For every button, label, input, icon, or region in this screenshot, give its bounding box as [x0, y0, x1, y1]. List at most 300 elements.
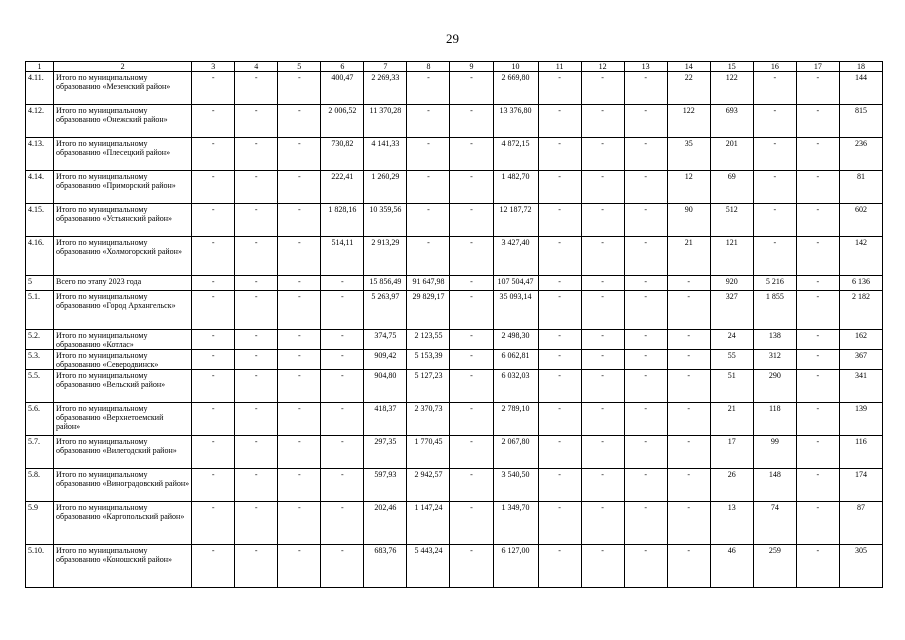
- cell-value: -: [192, 72, 235, 105]
- cell-value: -: [624, 436, 667, 469]
- cell-value: 22: [667, 72, 710, 105]
- column-header: 16: [753, 62, 796, 72]
- cell-value: 1 855: [753, 291, 796, 330]
- cell-value: 46: [710, 545, 753, 588]
- cell-value: 6 032,03: [493, 370, 538, 403]
- cell-value: 5 443,24: [407, 545, 450, 588]
- cell-value: 10 359,56: [364, 204, 407, 237]
- cell-value: -: [450, 350, 493, 370]
- cell-value: -: [235, 138, 278, 171]
- row-name: Итого по муниципальному образованию «Вельский район»: [54, 370, 192, 403]
- cell-value: -: [753, 171, 796, 204]
- row-code: 5.8.: [26, 469, 54, 502]
- cell-value: 118: [753, 403, 796, 436]
- column-header: 11: [538, 62, 581, 72]
- cell-value: -: [667, 350, 710, 370]
- row-code: 4.16.: [26, 237, 54, 276]
- cell-value: -: [321, 502, 364, 545]
- cell-value: 222,41: [321, 171, 364, 204]
- cell-value: 201: [710, 138, 753, 171]
- column-header: 2: [54, 62, 192, 72]
- cell-value: 144: [839, 72, 882, 105]
- cell-value: -: [235, 330, 278, 350]
- cell-value: -: [538, 469, 581, 502]
- cell-value: -: [235, 545, 278, 588]
- cell-value: 6 127,00: [493, 545, 538, 588]
- data-table: [25, 61, 883, 588]
- cell-value: -: [278, 291, 321, 330]
- cell-value: -: [796, 469, 839, 502]
- cell-value: -: [450, 171, 493, 204]
- cell-value: -: [278, 204, 321, 237]
- cell-value: 142: [839, 237, 882, 276]
- cell-value: -: [192, 545, 235, 588]
- cell-value: -: [624, 237, 667, 276]
- cell-value: -: [796, 171, 839, 204]
- cell-value: -: [235, 204, 278, 237]
- cell-value: -: [538, 276, 581, 291]
- cell-value: -: [581, 330, 624, 350]
- cell-value: -: [538, 350, 581, 370]
- cell-value: 1 482,70: [493, 171, 538, 204]
- cell-value: -: [321, 403, 364, 436]
- cell-value: 730,82: [321, 138, 364, 171]
- cell-value: 2 669,80: [493, 72, 538, 105]
- cell-value: 74: [753, 502, 796, 545]
- header-row: [26, 62, 883, 72]
- row-code: 4.11.: [26, 72, 54, 105]
- cell-value: -: [667, 436, 710, 469]
- column-header: 12: [581, 62, 624, 72]
- cell-value: -: [667, 330, 710, 350]
- cell-value: -: [538, 105, 581, 138]
- cell-value: -: [796, 105, 839, 138]
- cell-value: 5 127,23: [407, 370, 450, 403]
- table-row: [26, 276, 883, 291]
- cell-value: 15 856,49: [364, 276, 407, 291]
- cell-value: 597,93: [364, 469, 407, 502]
- cell-value: -: [581, 291, 624, 330]
- cell-value: -: [538, 204, 581, 237]
- column-header: 18: [839, 62, 882, 72]
- cell-value: 2 913,29: [364, 237, 407, 276]
- cell-value: -: [192, 436, 235, 469]
- column-header: 9: [450, 62, 493, 72]
- cell-value: -: [624, 469, 667, 502]
- cell-value: -: [581, 276, 624, 291]
- cell-value: 683,76: [364, 545, 407, 588]
- cell-value: -: [278, 171, 321, 204]
- cell-value: 51: [710, 370, 753, 403]
- cell-value: -: [796, 502, 839, 545]
- cell-value: 162: [839, 330, 882, 350]
- cell-value: 5 216: [753, 276, 796, 291]
- cell-value: 3 540,50: [493, 469, 538, 502]
- cell-value: 1 770,45: [407, 436, 450, 469]
- cell-value: -: [624, 204, 667, 237]
- cell-value: -: [581, 237, 624, 276]
- cell-value: -: [235, 276, 278, 291]
- cell-value: -: [192, 105, 235, 138]
- row-name: Итого по муниципальному образованию «Плесецкий район»: [54, 138, 192, 171]
- cell-value: -: [278, 330, 321, 350]
- cell-value: 5 153,39: [407, 350, 450, 370]
- cell-value: -: [321, 545, 364, 588]
- cell-value: -: [538, 171, 581, 204]
- cell-value: -: [192, 403, 235, 436]
- cell-value: 13 376,80: [493, 105, 538, 138]
- cell-value: 148: [753, 469, 796, 502]
- cell-value: -: [407, 138, 450, 171]
- cell-value: 367: [839, 350, 882, 370]
- cell-value: -: [450, 545, 493, 588]
- column-header: 4: [235, 62, 278, 72]
- cell-value: 90: [667, 204, 710, 237]
- cell-value: 12: [667, 171, 710, 204]
- cell-value: -: [667, 276, 710, 291]
- cell-value: -: [278, 403, 321, 436]
- cell-value: 11 370,28: [364, 105, 407, 138]
- cell-value: -: [796, 204, 839, 237]
- cell-value: -: [450, 291, 493, 330]
- cell-value: 4 872,15: [493, 138, 538, 171]
- cell-value: 327: [710, 291, 753, 330]
- cell-value: 2 182: [839, 291, 882, 330]
- table-row: [26, 469, 883, 502]
- row-name: Итого по муниципальному образованию «Устьянский район»: [54, 204, 192, 237]
- table-row: [26, 370, 883, 403]
- cell-value: -: [538, 291, 581, 330]
- column-header: 15: [710, 62, 753, 72]
- column-header: 3: [192, 62, 235, 72]
- row-name: Итого по муниципальному образованию «Котлас»: [54, 330, 192, 350]
- cell-value: -: [192, 276, 235, 291]
- cell-value: -: [667, 502, 710, 545]
- cell-value: -: [192, 370, 235, 403]
- table-row: [26, 138, 883, 171]
- cell-value: 297,35: [364, 436, 407, 469]
- cell-value: 1 349,70: [493, 502, 538, 545]
- cell-value: -: [581, 105, 624, 138]
- cell-value: -: [321, 330, 364, 350]
- column-header: 7: [364, 62, 407, 72]
- cell-value: 17: [710, 436, 753, 469]
- cell-value: 122: [667, 105, 710, 138]
- cell-value: 4 141,33: [364, 138, 407, 171]
- table-row: [26, 403, 883, 436]
- cell-value: -: [796, 330, 839, 350]
- cell-value: -: [753, 138, 796, 171]
- cell-value: -: [753, 72, 796, 105]
- column-header: 13: [624, 62, 667, 72]
- cell-value: -: [235, 350, 278, 370]
- cell-value: 920: [710, 276, 753, 291]
- cell-value: -: [278, 370, 321, 403]
- cell-value: -: [796, 291, 839, 330]
- cell-value: -: [278, 502, 321, 545]
- column-header: 14: [667, 62, 710, 72]
- cell-value: 12 187,72: [493, 204, 538, 237]
- cell-value: 2 370,73: [407, 403, 450, 436]
- cell-value: -: [278, 138, 321, 171]
- cell-value: -: [450, 105, 493, 138]
- cell-value: -: [192, 350, 235, 370]
- cell-value: 122: [710, 72, 753, 105]
- cell-value: -: [278, 350, 321, 370]
- cell-value: 815: [839, 105, 882, 138]
- cell-value: -: [538, 436, 581, 469]
- cell-value: -: [538, 138, 581, 171]
- cell-value: 236: [839, 138, 882, 171]
- cell-value: 2 498,30: [493, 330, 538, 350]
- cell-value: -: [581, 545, 624, 588]
- cell-value: -: [624, 138, 667, 171]
- cell-value: -: [192, 138, 235, 171]
- cell-value: 99: [753, 436, 796, 469]
- cell-value: -: [450, 370, 493, 403]
- cell-value: -: [796, 545, 839, 588]
- row-code: 5: [26, 276, 54, 291]
- cell-value: 374,75: [364, 330, 407, 350]
- cell-value: 55: [710, 350, 753, 370]
- cell-value: -: [321, 436, 364, 469]
- cell-value: 26: [710, 469, 753, 502]
- cell-value: 13: [710, 502, 753, 545]
- cell-value: -: [667, 403, 710, 436]
- cell-value: 138: [753, 330, 796, 350]
- cell-value: -: [235, 237, 278, 276]
- cell-value: -: [538, 72, 581, 105]
- cell-value: -: [450, 436, 493, 469]
- cell-value: -: [235, 171, 278, 204]
- row-name: Итого по муниципальному образованию «Верхнетоемский район»: [54, 403, 192, 436]
- cell-value: 87: [839, 502, 882, 545]
- cell-value: 107 504,47: [493, 276, 538, 291]
- cell-value: -: [192, 469, 235, 502]
- cell-value: -: [235, 72, 278, 105]
- table-row: [26, 291, 883, 330]
- row-code: 4.15.: [26, 204, 54, 237]
- cell-value: -: [235, 436, 278, 469]
- table-row: [26, 545, 883, 588]
- row-code: 5.9: [26, 502, 54, 545]
- cell-value: 3 427,40: [493, 237, 538, 276]
- cell-value: -: [278, 469, 321, 502]
- cell-value: -: [667, 370, 710, 403]
- cell-value: 6 136: [839, 276, 882, 291]
- cell-value: -: [235, 370, 278, 403]
- cell-value: -: [321, 469, 364, 502]
- cell-value: 290: [753, 370, 796, 403]
- cell-value: 909,42: [364, 350, 407, 370]
- cell-value: 1 828,16: [321, 204, 364, 237]
- cell-value: -: [278, 276, 321, 291]
- cell-value: -: [581, 403, 624, 436]
- row-code: 5.10.: [26, 545, 54, 588]
- column-header: 6: [321, 62, 364, 72]
- cell-value: 693: [710, 105, 753, 138]
- cell-value: -: [538, 237, 581, 276]
- cell-value: 35: [667, 138, 710, 171]
- cell-value: -: [235, 105, 278, 138]
- row-name: Итого по муниципальному образованию «Мезенский район»: [54, 72, 192, 105]
- cell-value: -: [624, 105, 667, 138]
- cell-value: 35 093,14: [493, 291, 538, 330]
- cell-value: 2 942,57: [407, 469, 450, 502]
- cell-value: 24: [710, 330, 753, 350]
- cell-value: -: [278, 105, 321, 138]
- cell-value: -: [235, 291, 278, 330]
- cell-value: -: [581, 350, 624, 370]
- cell-value: -: [624, 502, 667, 545]
- cell-value: -: [538, 545, 581, 588]
- cell-value: 29 829,17: [407, 291, 450, 330]
- column-header: 17: [796, 62, 839, 72]
- cell-value: 2 006,52: [321, 105, 364, 138]
- cell-value: -: [450, 330, 493, 350]
- row-code: 4.14.: [26, 171, 54, 204]
- table-row: [26, 350, 883, 370]
- cell-value: -: [321, 291, 364, 330]
- cell-value: -: [450, 469, 493, 502]
- cell-value: 21: [667, 237, 710, 276]
- row-code: 5.3.: [26, 350, 54, 370]
- cell-value: -: [278, 237, 321, 276]
- cell-value: 69: [710, 171, 753, 204]
- cell-value: -: [581, 171, 624, 204]
- cell-value: 2 067,80: [493, 436, 538, 469]
- cell-value: -: [321, 276, 364, 291]
- cell-value: -: [450, 237, 493, 276]
- cell-value: 312: [753, 350, 796, 370]
- column-header: 1: [26, 62, 54, 72]
- row-code: 5.6.: [26, 403, 54, 436]
- cell-value: 904,80: [364, 370, 407, 403]
- cell-value: -: [450, 138, 493, 171]
- cell-value: 139: [839, 403, 882, 436]
- row-code: 5.2.: [26, 330, 54, 350]
- cell-value: -: [796, 276, 839, 291]
- row-name: Итого по муниципальному образованию «Каргопольский район»: [54, 502, 192, 545]
- row-code: 5.5.: [26, 370, 54, 403]
- cell-value: -: [235, 403, 278, 436]
- row-name: Всего по этапу 2023 года: [54, 276, 192, 291]
- column-header: 5: [278, 62, 321, 72]
- cell-value: 400,47: [321, 72, 364, 105]
- cell-value: -: [192, 204, 235, 237]
- cell-value: 418,37: [364, 403, 407, 436]
- cell-value: -: [450, 403, 493, 436]
- cell-value: -: [450, 204, 493, 237]
- cell-value: -: [192, 502, 235, 545]
- cell-value: -: [538, 403, 581, 436]
- cell-value: -: [667, 469, 710, 502]
- cell-value: -: [407, 237, 450, 276]
- table-row: [26, 105, 883, 138]
- row-name: Итого по муниципальному образованию «Северодвинск»: [54, 350, 192, 370]
- cell-value: -: [407, 105, 450, 138]
- row-name: Итого по муниципальному образованию «Приморский район»: [54, 171, 192, 204]
- cell-value: 341: [839, 370, 882, 403]
- cell-value: -: [407, 204, 450, 237]
- cell-value: 91 647,98: [407, 276, 450, 291]
- table-row: [26, 237, 883, 276]
- column-header: 8: [407, 62, 450, 72]
- cell-value: -: [538, 502, 581, 545]
- cell-value: 5 263,97: [364, 291, 407, 330]
- cell-value: -: [321, 370, 364, 403]
- cell-value: -: [624, 291, 667, 330]
- cell-value: -: [624, 403, 667, 436]
- cell-value: -: [667, 545, 710, 588]
- cell-value: -: [796, 403, 839, 436]
- cell-value: -: [581, 436, 624, 469]
- column-header: 10: [493, 62, 538, 72]
- row-name: Итого по муниципальному образованию «Виноградовский район»: [54, 469, 192, 502]
- cell-value: -: [581, 72, 624, 105]
- cell-value: -: [192, 237, 235, 276]
- cell-value: 514,11: [321, 237, 364, 276]
- cell-value: 116: [839, 436, 882, 469]
- cell-value: -: [624, 276, 667, 291]
- cell-value: 259: [753, 545, 796, 588]
- table-row: [26, 204, 883, 237]
- cell-value: -: [581, 469, 624, 502]
- table-row: [26, 72, 883, 105]
- cell-value: -: [407, 72, 450, 105]
- cell-value: -: [624, 350, 667, 370]
- cell-value: 174: [839, 469, 882, 502]
- cell-value: -: [278, 436, 321, 469]
- row-name: Итого по муниципальному образованию «Онежский район»: [54, 105, 192, 138]
- cell-value: 2 123,55: [407, 330, 450, 350]
- cell-value: -: [192, 171, 235, 204]
- row-code: 5.7.: [26, 436, 54, 469]
- row-code: 5.1.: [26, 291, 54, 330]
- cell-value: -: [581, 502, 624, 545]
- cell-value: -: [278, 545, 321, 588]
- cell-value: 1 260,29: [364, 171, 407, 204]
- cell-value: -: [624, 330, 667, 350]
- cell-value: -: [753, 105, 796, 138]
- table-row: [26, 330, 883, 350]
- cell-value: -: [538, 370, 581, 403]
- cell-value: -: [624, 171, 667, 204]
- cell-value: -: [796, 72, 839, 105]
- cell-value: -: [235, 469, 278, 502]
- cell-value: 1 147,24: [407, 502, 450, 545]
- cell-value: -: [796, 350, 839, 370]
- cell-value: -: [667, 291, 710, 330]
- row-name: Итого по муниципальному образованию «Холмогорский район»: [54, 237, 192, 276]
- row-code: 4.13.: [26, 138, 54, 171]
- table-row: [26, 502, 883, 545]
- cell-value: -: [796, 436, 839, 469]
- page-number: 29: [446, 31, 459, 46]
- cell-value: 512: [710, 204, 753, 237]
- cell-value: -: [624, 545, 667, 588]
- cell-value: -: [753, 204, 796, 237]
- cell-value: -: [278, 72, 321, 105]
- row-name: Итого по муниципальному образованию «Вилегодский район»: [54, 436, 192, 469]
- table-row: [26, 436, 883, 469]
- cell-value: -: [450, 502, 493, 545]
- cell-value: 121: [710, 237, 753, 276]
- cell-value: -: [538, 330, 581, 350]
- cell-value: 602: [839, 204, 882, 237]
- cell-value: -: [796, 138, 839, 171]
- cell-value: 305: [839, 545, 882, 588]
